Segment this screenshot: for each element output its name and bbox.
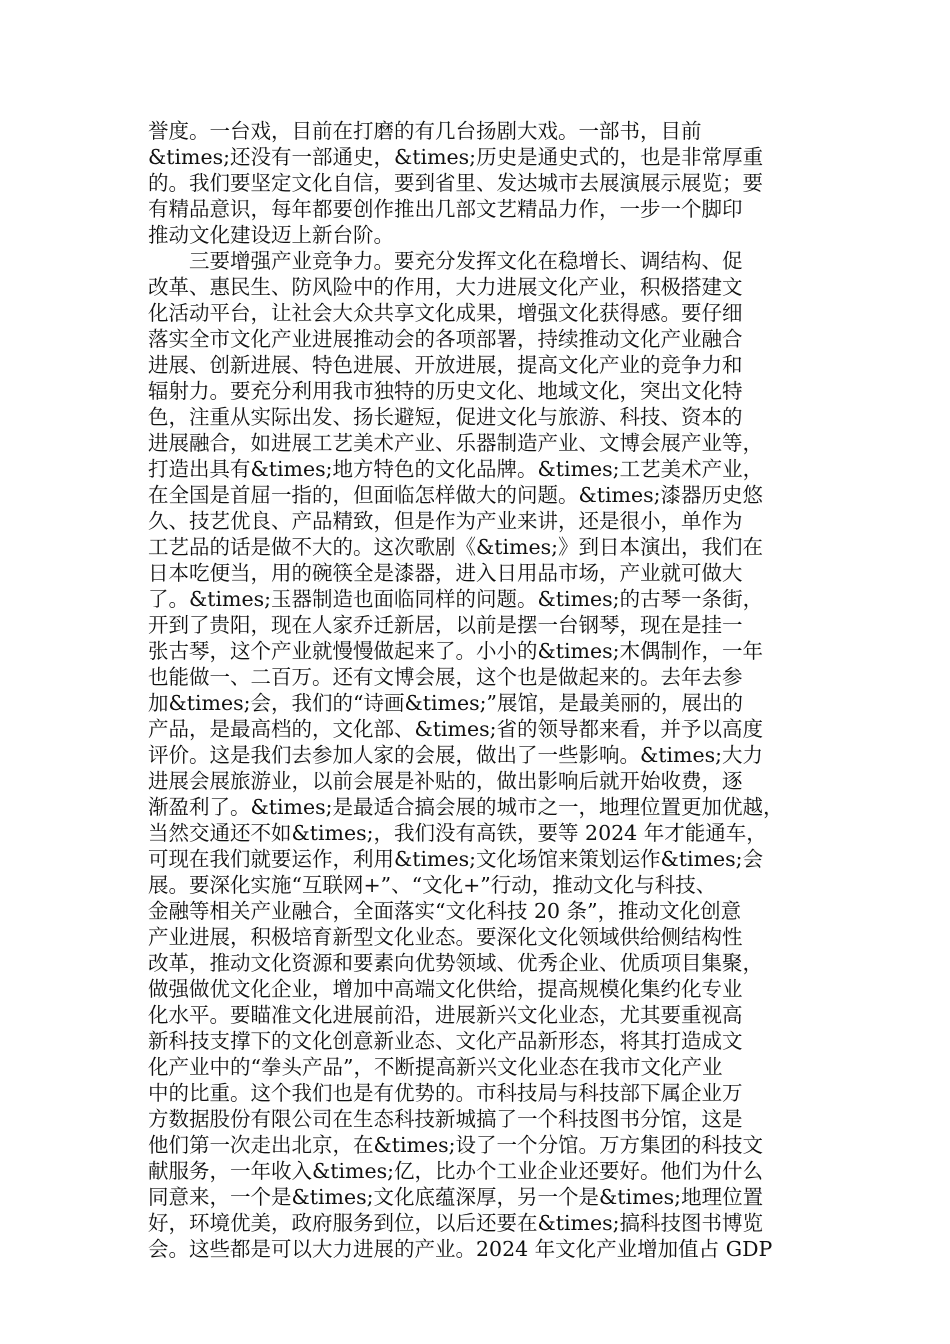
text-line: 推动文化建设迈上新台阶。 — [148, 223, 394, 247]
text-line: 进展、创新进展、特色进展、开放进展，提高文化产业的竞争力和 — [148, 353, 743, 377]
text-line: 也能做一、二百万。还有文博会展，这个也是做起来的。去年去参 — [148, 665, 743, 689]
text-line: 久、技艺优良、产品精致，但是作为产业来讲，还是很小，单作为 — [148, 509, 743, 533]
text-line: 同意来，一个是&times;文化底蕴深厚，另一个是&times;地理位置 — [148, 1185, 764, 1209]
text-line: 方数据股份有限公司在生态科技新城搞了一个科技图书分馆，这是 — [148, 1107, 743, 1131]
text-line: 了。&times;玉器制造也面临同样的问题。&times;的古琴一条街， — [148, 587, 764, 611]
text-line: 化水平。要瞄准文化进展前沿，进展新兴文化业态，尤其要重视高 — [148, 1003, 743, 1027]
text-line: 可现在我们就要运作，利用&times;文化场馆来策划运作&times;会 — [148, 847, 764, 871]
text-line: 金融等相关产业融合，全面落实“文化科技 20 条”，推动文化创意 — [148, 899, 742, 923]
text-line: 开到了贵阳，现在人家乔迁新居，以前是摆一台钢琴，现在是挂一 — [148, 613, 743, 637]
text-line: 做强做优文化企业，增加中高端文化供给，提高规模化集约化专业 — [148, 977, 743, 1001]
text-line: 化活动平台，让社会大众共享文化成果，增强文化获得感。要仔细 — [148, 301, 743, 325]
text-line: 会。这些都是可以大力进展的产业。2024 年文化产业增加值占 GDP — [148, 1237, 773, 1261]
text-line: 色，注重从实际出发、扬长避短，促进文化与旅游、科技、资本的 — [148, 405, 743, 429]
text-line: 改革，推动文化资源和要素向优势领域、优秀企业、优质项目集聚， — [148, 951, 763, 975]
text-line: 他们第一次走出北京，在&times;设了一个分馆。万方集团的科技文 — [148, 1133, 764, 1157]
text-line: 改革、惠民生、防风险中的作用，大力进展文化产业，积极搭建文 — [148, 275, 743, 299]
text-line: 好，环境优美，政府服务到位，以后还要在&times;搞科技图书博览 — [148, 1211, 764, 1235]
text-line: 评价。这是我们去参加人家的会展，做出了一些影响。&times;大力 — [148, 743, 764, 767]
text-line: 展。要深化实施“互联网+”、“文化+”行动，推动文化与科技、 — [148, 873, 717, 897]
text-line: 打造出具有&times;地方特色的文化品牌。&times;工艺美术产业， — [148, 457, 764, 481]
text-line: 献服务，一年收入&times;亿，比办个工业企业还要好。他们为什么 — [148, 1159, 764, 1183]
text-line: 渐盈利了。&times;是最适合搞会展的城市之一，地理位置更加优越， — [148, 795, 784, 819]
text-line: 当然交通还不如&times;，我们没有高铁，要等 2024 年才能通车， — [148, 821, 767, 845]
text-line: &times;还没有一部通史，&times;历史是通史式的，也是非常厚重 — [148, 145, 764, 169]
text-line: 三要增强产业竞争力。要充分发挥文化在稳增长、调结构、促 — [148, 249, 743, 273]
text-line: 的。我们要坚定文化自信，要到省里、发达城市去展演展示展览；要 — [148, 171, 763, 195]
text-line: 新科技支撑下的文化创意新业态、文化产品新形态，将其打造成文 — [148, 1029, 743, 1053]
text-line: 工艺品的话是做不大的。这次歌剧《&times;》到日本演出，我们在 — [148, 535, 764, 559]
text-line: 有精品意识，每年都要创作推出几部文艺精品力作，一步一个脚印 — [148, 197, 743, 221]
text-line: 进展融合，如进展工艺美术产业、乐器制造产业、文博会展产业等， — [148, 431, 763, 455]
text-line: 落实全市文化产业进展推动会的各项部署，持续推动文化产业融合 — [148, 327, 743, 351]
text-line: 加&times;会，我们的“诗画&times;”展馆，是最美丽的，展出的 — [148, 691, 744, 715]
text-line: 誉度。一台戏，目前在打磨的有几台扬剧大戏。一部书，目前 — [148, 119, 702, 143]
text-line: 辐射力。要充分利用我市独特的历史文化、地域文化，突出文化特 — [148, 379, 743, 403]
text-line: 张古琴，这个产业就慢慢做起来了。小小的&times;木偶制作，一年 — [148, 639, 764, 663]
text-line: 进展会展旅游业，以前会展是补贴的，做出影响后就开始收费，逐 — [148, 769, 743, 793]
text-line: 日本吃便当，用的碗筷全是漆器，进入日用品市场，产业就可做大 — [148, 561, 743, 585]
text-line: 在全国是首屈一指的，但面临怎样做大的问题。&times;漆器历史悠 — [148, 483, 764, 507]
text-line: 产业进展，积极培育新型文化业态。要深化文化领域供给侧结构性 — [148, 925, 743, 949]
text-line: 化产业中的“拳头产品”，不断提高新兴文化业态在我市文化产业 — [148, 1055, 723, 1079]
text-line: 产品，是最高档的，文化部、&times;省的领导都来看，并予以高度 — [148, 717, 764, 741]
text-line: 中的比重。这个我们也是有优势的。市科技局与科技部下属企业万 — [148, 1081, 743, 1105]
body-text — [148, 118, 808, 1262]
